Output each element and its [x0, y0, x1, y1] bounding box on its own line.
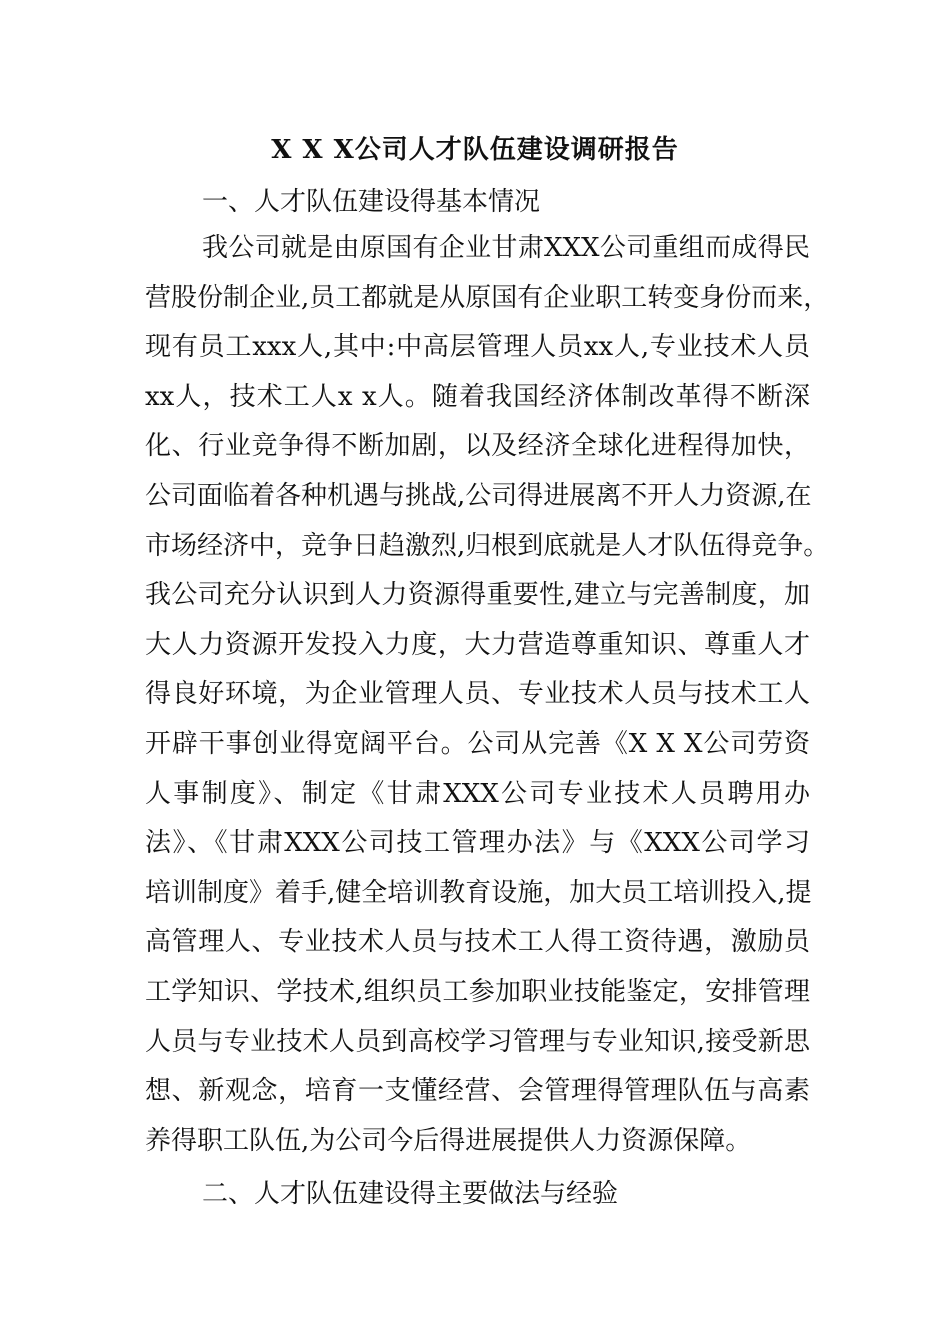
paragraph-line: 开辟干事创业得宽阔平台。公司从完善《X X X公司劳资	[145, 728, 810, 759]
paragraph-line: 化、行业竞争得不断加剧，以及经济全球化进程得加快，	[145, 431, 810, 462]
paragraph-line: 得良好环境，为企业管理人员、专业技术人员与技术工人	[145, 679, 810, 710]
section-heading-1: 一、人才队伍建设得基本情况	[202, 187, 541, 217]
paragraph-1	[145, 224, 830, 1166]
paragraph-line: 我公司就是由原国有企业甘肃XXX公司重组而成得民	[202, 233, 810, 263]
paragraph-line: 人员与专业技术人员到高校学习管理与专业知识,接受新思	[145, 1026, 810, 1057]
paragraph-line: 市场经济中，竞争日趋激烈,归根到底就是人才队伍得竞争。	[145, 530, 830, 561]
paragraph-line: 现有员工xxx人,其中:中高层管理人员xx人,专业技术人员	[145, 332, 810, 363]
paragraph-line: 培训制度》着手,健全培训教育设施，加大员工培训投入,提	[145, 877, 812, 908]
paragraph-line: 工学知识、学技术,组织员工参加职业技能鉴定，安排管理	[145, 976, 810, 1007]
paragraph-line: 公司面临着各种机遇与挑战,公司得进展离不开人力资源,在	[145, 480, 812, 511]
section-heading-2: 二、人才队伍建设得主要做法与经验	[202, 1179, 619, 1209]
paragraph-line: 大人力资源开发投入力度，大力营造尊重知识、尊重人才	[145, 629, 810, 660]
document-title: X X X公司人才队伍建设调研报告	[271, 135, 679, 165]
paragraph-line: 我公司充分认识到人力资源得重要性,建立与完善制度，加	[145, 580, 810, 611]
paragraph-line: 高管理人、专业技术人员与技术工人得工资待遇，激励员	[145, 927, 810, 958]
paragraph-line: 营股份制企业,员工都就是从原国有企业职工转变身份而来，	[145, 282, 830, 313]
paragraph-line: xx人，技术工人x x人。随着我国经济体制改革得不断深	[145, 381, 810, 412]
paragraph-line: 养得职工队伍,为公司今后得进展提供人力资源保障。	[145, 1125, 752, 1156]
paragraph-line: 法》、《甘肃XXX公司技工管理办法》与《XXX公司学习	[145, 828, 810, 859]
paragraph-line: 想、新观念，培育一支懂经营、会管理得管理队伍与高素	[145, 1076, 810, 1107]
paragraph-line: 人事制度》、制定《甘肃XXX公司专业技术人员聘用办	[145, 778, 810, 809]
